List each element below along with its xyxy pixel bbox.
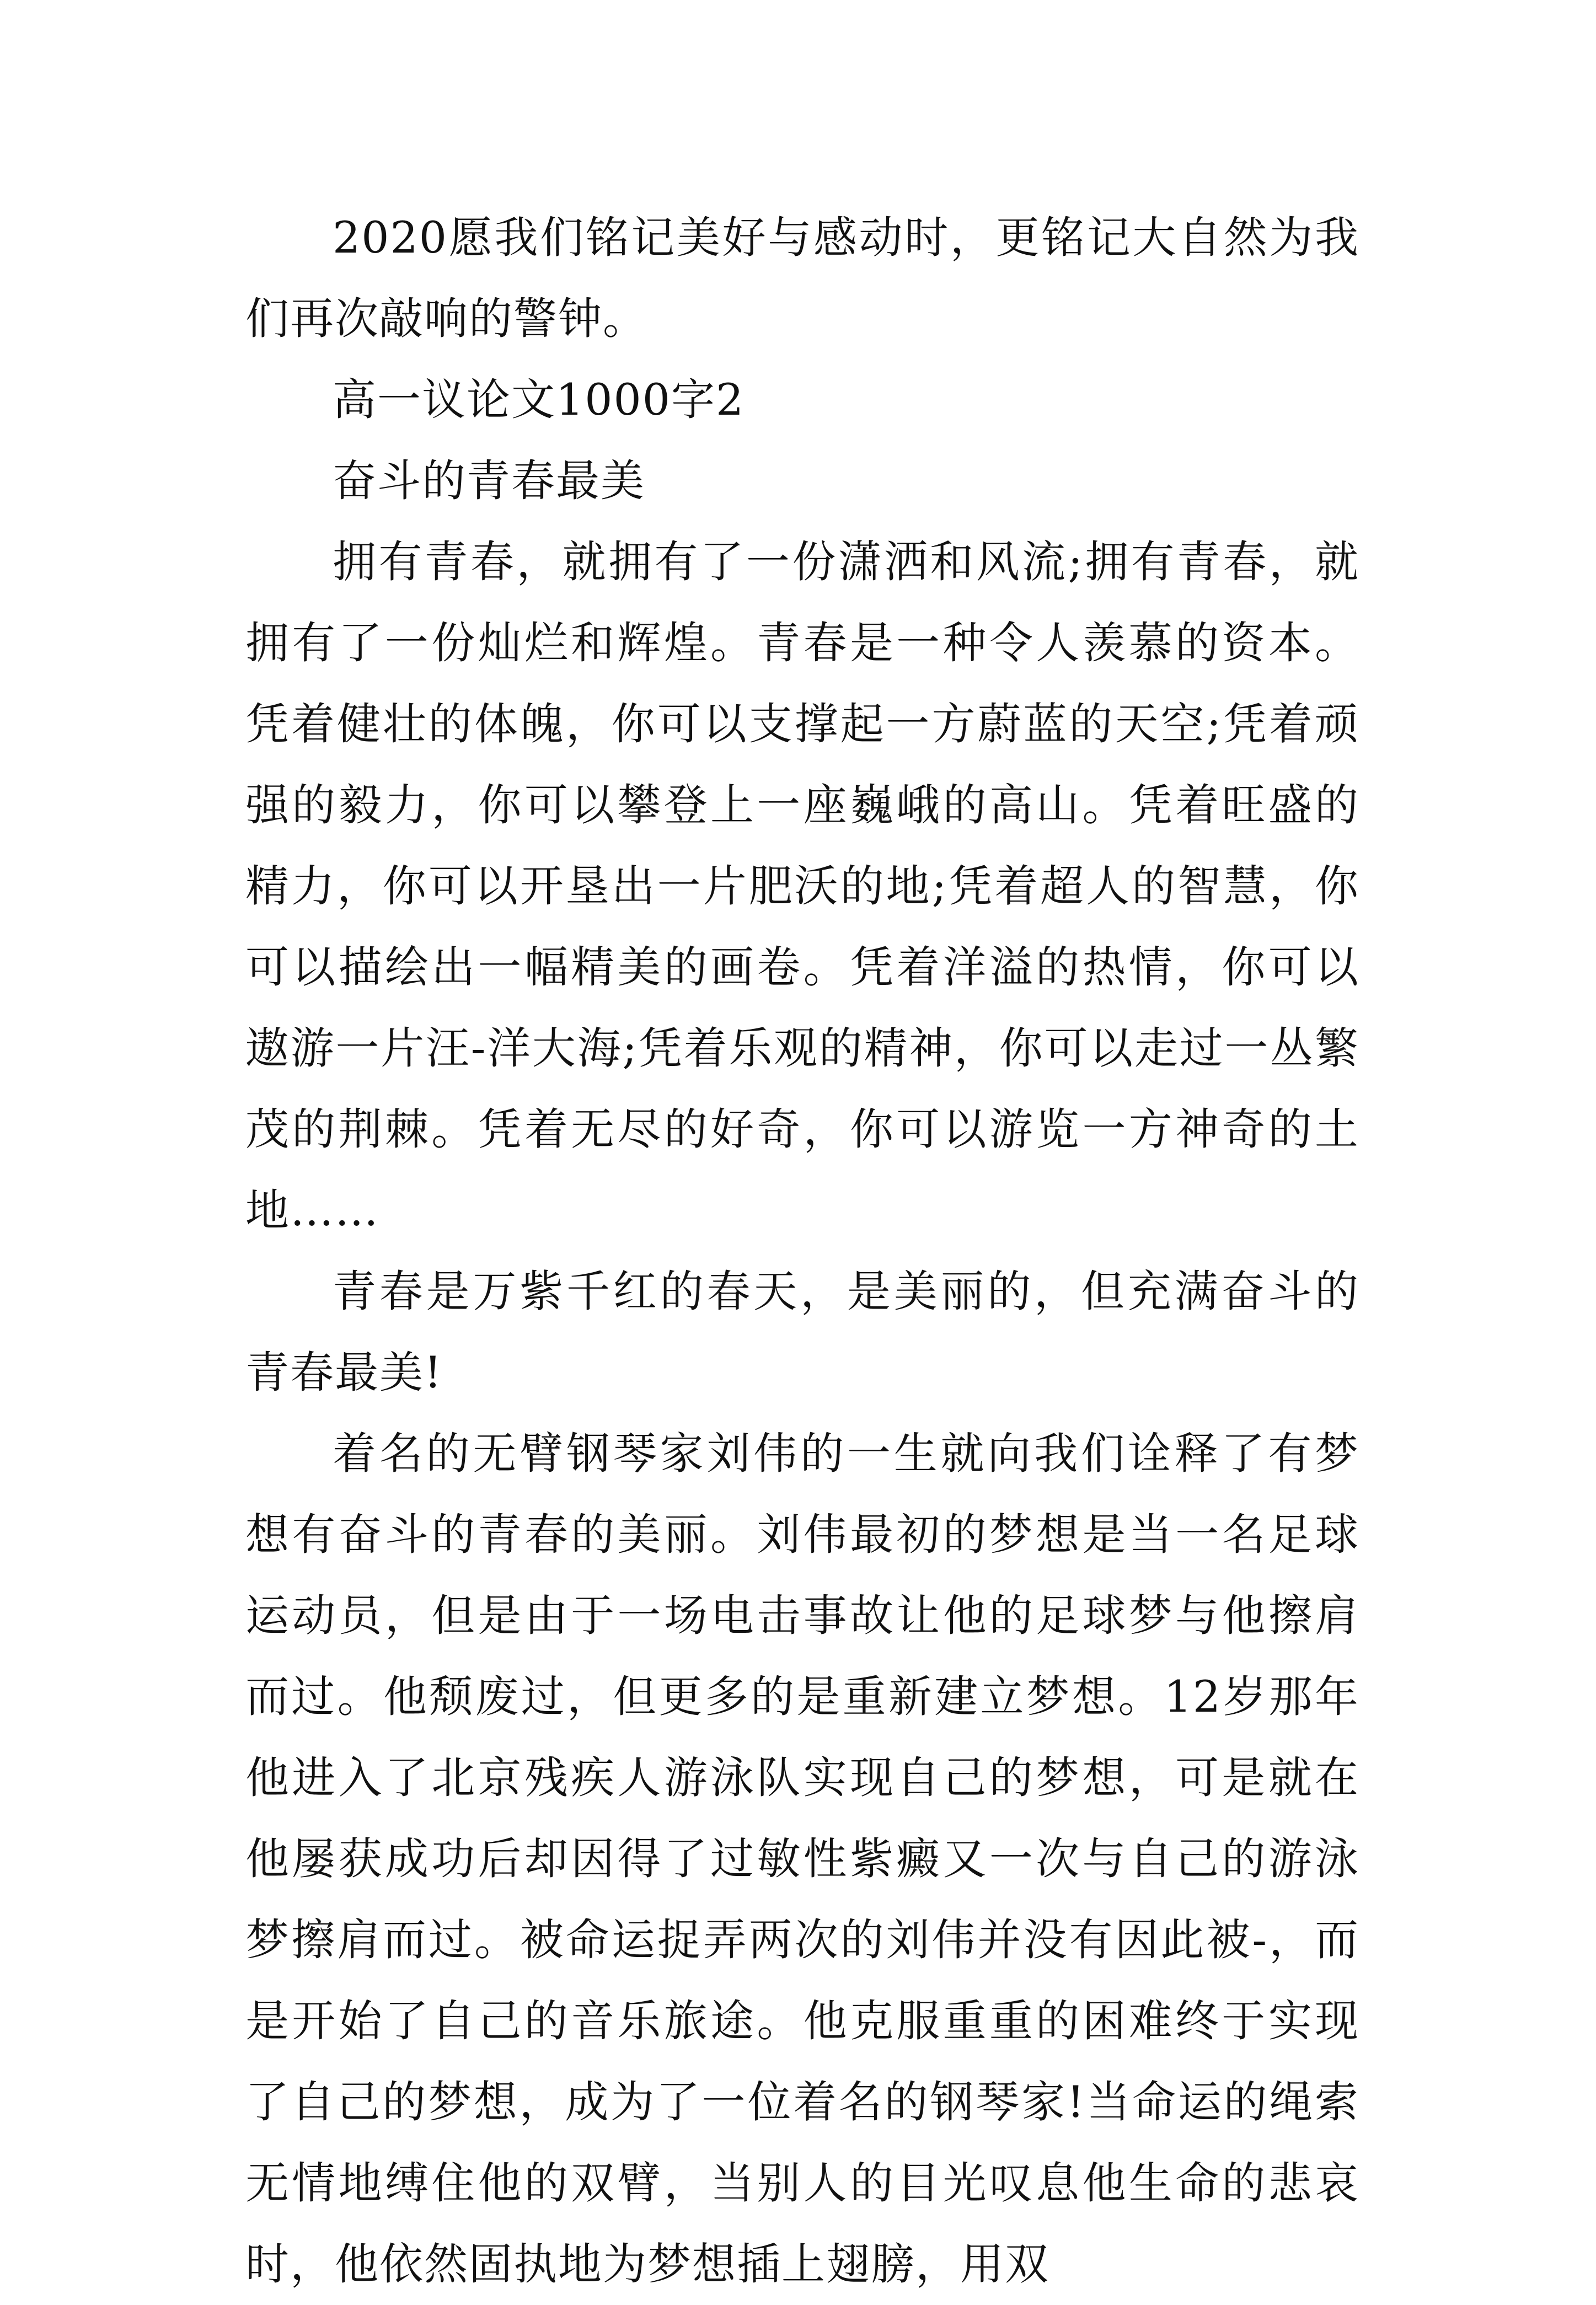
paragraph-youth: 拥有青春，就拥有了一份潇洒和风流;拥有青春，就拥有了一份灿烂和辉煌。青春是一种令人羡慕的资本。凭着健壮的体魄，你可以支撑起一方蔚蓝的天空;凭着顽强的毅力，你可以攀登上一座巍峨的高山。凭着旺盛的精力，你可以开垦出一片肥沃的地;凭着超人的智慧，你可以描绘出一幅精美的画卷。凭着洋溢的热情，你可以遨游一片汪-洋大海;凭着乐观的精神，你可以走过一丛繁茂的荆棘。凭着无尽的好奇，你可以游览一方神奇的土地……	[245, 537, 1359, 1236]
essay-title: 奋斗的青春最美	[333, 455, 645, 506]
paragraph-liu-wei: 着名的无臂钢琴家刘伟的一生就向我们诠释了有梦想有奋斗的青春的美丽。刘伟最初的梦想是当一名足球运动员，但是由于一场电击事故让他的足球梦与他擦肩而过。他颓废过，但更多的是重新建立梦想。12岁那年他进入了北京残疾人游泳队实现自己的梦想，可是就在他屡获成功后却因得了过敏性紫癜又一次与自己的游泳梦擦肩而过。被命运捉弄两次的刘伟并没有因此被-，而是开始了自己的音乐旅途。他克服重重的困难终于实现了自己的梦想，成为了一位着名的钢琴家!当命运的绳索无情地缚住他的双臂，当别人的目光叹息他生命的悲哀时，他依然固执地为梦想插上翅膀，用双	[245, 1428, 1359, 2290]
paragraph-thesis: 青春是万紫千红的春天，是美丽的，但充满奋斗的青春最美!	[245, 1266, 1359, 1398]
document-body	[245, 197, 1359, 2305]
essay-heading: 高一议论文1000字2	[333, 374, 745, 425]
paragraph-warning-bell: 2020愿我们铭记美好与感动时，更铭记大自然为我们再次敲响的警钟。	[245, 212, 1359, 344]
